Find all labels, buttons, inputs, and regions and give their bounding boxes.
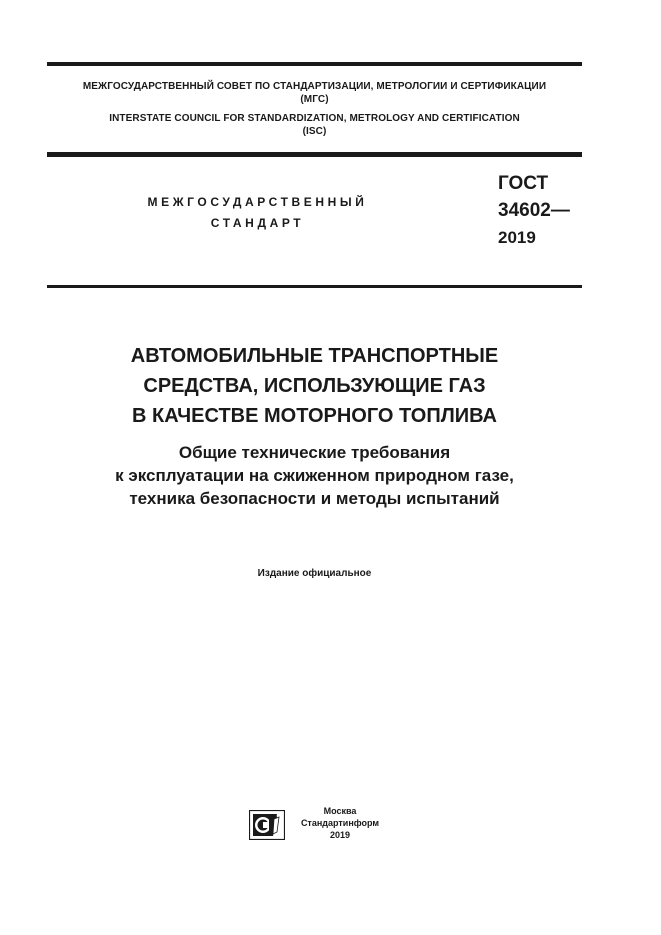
council-abbr-ru: (МГС) [300, 94, 329, 105]
council-name-ru [47, 80, 582, 106]
lower-rule [47, 285, 582, 288]
gost-number: 34602— [498, 200, 570, 221]
middle-rule [47, 152, 582, 157]
publisher-imprint [300, 805, 380, 841]
publisher-name: Стандартинформ [300, 818, 380, 828]
title-line2: СРЕДСТВА, ИСПОЛЬЗУЮЩИЕ ГАЗ [143, 375, 486, 397]
publisher-year: 2019 [329, 830, 351, 840]
title-line1: АВТОМОБИЛЬНЫЕ ТРАНСПОРТНЫЕ [130, 345, 499, 367]
council-abbr-en: (ISC) [302, 126, 327, 137]
top-rule [47, 62, 582, 66]
gost-prefix: ГОСТ [498, 173, 549, 194]
council-name-en-line1: INTERSTATE COUNCIL FOR STANDARDIZATION, METROLOGY AND CERTIFICATION [109, 113, 520, 124]
document-title [47, 341, 582, 431]
publisher-city: Москва [323, 806, 357, 816]
gost-year: 2019 [498, 228, 536, 247]
council-name-ru-line1: МЕЖГОСУДАРСТВЕННЫЙ СОВЕТ ПО СТАНДАРТИЗАЦИИ, МЕТРОЛОГИИ И СЕРТИФИКАЦИИ [82, 81, 547, 92]
subtitle-line3: техника безопасности и методы испытаний [129, 489, 500, 508]
edition-note: Издание официальное [257, 568, 372, 579]
document-subtitle [47, 441, 582, 510]
council-name-en [47, 112, 582, 138]
subtitle-line2: к эксплуатации на сжиженном природном газе, [115, 466, 514, 485]
standard-kind-line1: МЕЖГОСУДАРСТВЕННЫЙ [147, 195, 368, 209]
title-line3: В КАЧЕСТВЕ МОТОРНОГО ТОПЛИВА [132, 405, 497, 427]
gost-designation [498, 170, 570, 251]
standartinform-logo-icon [249, 810, 285, 840]
subtitle-line1: Общие технические требования [178, 443, 451, 462]
standard-kind [120, 192, 395, 234]
standard-kind-line2: СТАНДАРТ [210, 216, 305, 230]
